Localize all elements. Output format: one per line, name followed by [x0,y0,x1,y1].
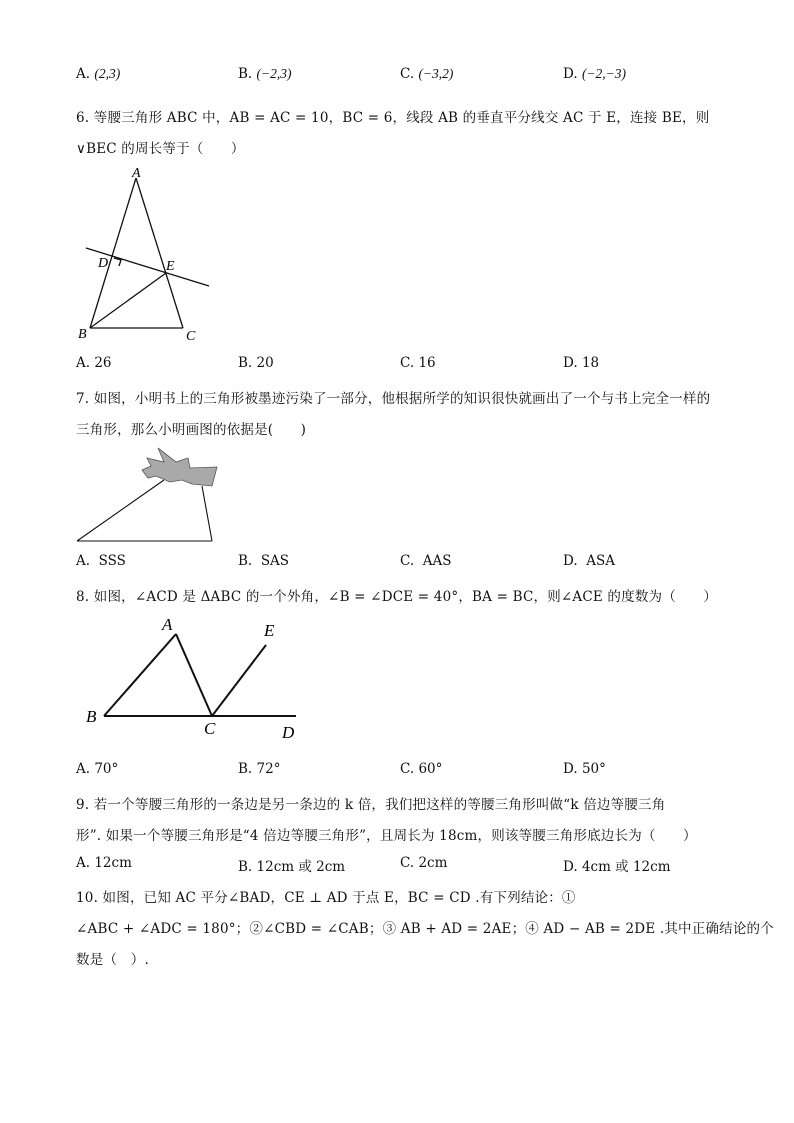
q9-stem-line1: 9. 若一个等腰三角形的一条边是另一条边的 k 倍，我们把这样的等腰三角形叫做“k 倍边等腰三角 [76,797,666,813]
q6-option-b: B. 20 [238,355,274,371]
q10-stem-line2: ∠ABC + ∠ADC = 180°；②∠CBD = ∠CAB；③ AB + AD = 2AE；④ AD − AB = 2DE .其中正确结论的个 [76,921,774,937]
q6-option-c: C. 16 [400,355,436,371]
q7-figure [72,440,222,545]
q8-side-ac [176,634,212,716]
q6-figure [76,166,226,346]
q9-option-d: D. 4cm 或 12cm [563,859,671,875]
q9-option-c: C. 2cm [400,855,448,871]
q10-stem-line3: 数是（ ）. [76,952,149,968]
q8-figure [84,612,304,747]
q6-option-a: A. 26 [76,355,112,371]
q7-option-a: A. SSS [76,553,126,569]
q7-stem-line1: 7. 如图，小明书上的三角形被墨迹污染了一部分，他根据所学的知识很快就画出了一个与书上完全一样的 [76,391,711,407]
q7-option-c: C. AAS [400,553,452,569]
q6-option-d: D. 18 [563,355,600,371]
q8-option-d: D. 50° [563,761,606,777]
q9-stem-line2: 形”. 如果一个等腰三角形是“4 倍边等腰三角形”，且周长为 18cm，则该等腰三角形底边长为（ ） [76,828,697,844]
q6-point-b: B [78,327,87,342]
q9-option-a: A. 12cm [76,855,132,871]
q8-option-c: C. 60° [400,761,443,777]
q7-stem-line2: 三角形，那么小明画图的依据是( ) [76,422,307,438]
q8-point-d: D [282,723,295,742]
q8-point-b: B [86,707,97,726]
q10-stem-line1: 10. 如图，已知 AC 平分∠BAD，CE ⊥ AD 于点 E，BC = CD .有下列结论：① [76,890,576,906]
q6-right-angle-mark [114,258,121,266]
q6-point-c: C [186,329,196,344]
q7-left-side [77,480,164,541]
q7-right-side [202,486,212,541]
q6-side-ab [90,178,136,328]
q8-point-c: C [204,719,216,738]
ink-blot-icon [142,448,217,486]
q8-option-b: B. 72° [238,761,281,777]
q5-option-b: B. (−2,3) [238,66,292,82]
q5-option-c: C. (−3,2) [400,66,454,82]
q7-option-d: D. ASA [563,553,615,569]
q8-point-e: E [264,621,275,640]
q8-ray-ce [212,645,266,716]
q8-point-a: A [162,615,173,634]
q6-segment-be [90,273,166,328]
q9-option-b: B. 12cm 或 2cm [238,859,346,875]
q6-stem-line1: 6. 等腰三角形 ABC 中，AB = AC = 10，BC = 6，线段 AB 的垂直平分线交 AC 于 E，连接 BE，则 [76,110,710,126]
q6-point-d: D [98,256,109,271]
q6-side-ac [136,178,183,328]
q6-point-a: A [132,166,141,181]
q5-option-d: D. (−2,−3) [563,66,627,82]
q8-side-ba [104,634,176,716]
q5-option-a: A. (2,3) [76,66,121,82]
q8-option-a: A. 70° [76,761,119,777]
q6-point-e: E [166,259,175,274]
q6-stem-line2: ∨BEC 的周长等于（ ） [76,141,245,157]
q8-stem: 8. 如图，∠ACD 是 ΔABC 的一个外角，∠B = ∠DCE = 40°，BA = BC，则∠ACE 的度数为（ ） [76,589,718,605]
q7-option-b: B. SAS [238,553,290,569]
